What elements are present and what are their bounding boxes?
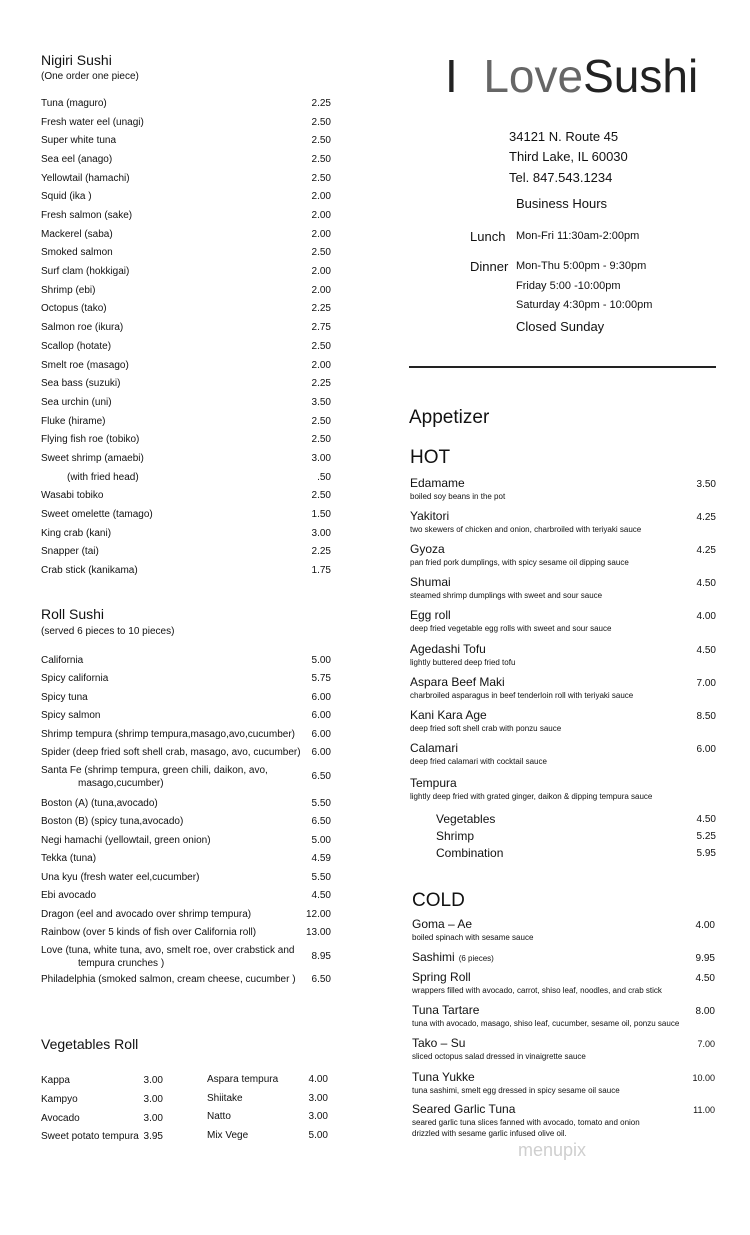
hot-item — [410, 642, 716, 672]
nigiri-item-name: Super white tuna — [41, 135, 117, 147]
roll-item-name: Boston (A) (tuna,avocado) — [41, 798, 158, 809]
hot-item-price: 8.50 — [696, 711, 716, 722]
cold-item-name-text: Sashimi — [412, 950, 455, 964]
cold-item-name — [412, 1102, 515, 1116]
veg-title: Vegetables Roll — [41, 1036, 139, 1052]
veg-item-price: 3.00 — [143, 1094, 163, 1105]
veg-item-name: Shiitake — [207, 1093, 243, 1104]
cold-item-price: 7.00 — [697, 1039, 715, 1049]
nigiri-item-price: 2.25 — [311, 378, 331, 390]
tempura-option-name: Vegetables — [436, 812, 496, 826]
lunch-hours: Mon-Fri 11:30am-2:00pm — [516, 230, 640, 242]
hot-item — [410, 776, 716, 806]
hot-item-desc: charbroiled asparagus in beef tenderloin roll with teriyaki sauce — [410, 691, 634, 700]
nigiri-item-name: Sea eel (anago) — [41, 154, 113, 166]
hot-item-price: 7.00 — [696, 678, 716, 689]
roll-item-name: Philadelphia (smoked salmon, cream cheese, cucumber ) — [41, 974, 296, 985]
veg-item-left — [41, 1131, 163, 1142]
address-line2: Third Lake, IL 60030 — [509, 149, 628, 164]
nigiri-item-name: Salmon roe (ikura) — [41, 322, 124, 334]
hot-item-desc: steamed shrimp dumplings with sweet and sour sauce — [410, 591, 603, 600]
nigiri-item-price: 2.50 — [311, 340, 331, 352]
veg-item-price: 3.00 — [308, 1093, 328, 1104]
veg-item-name: Kampyo — [41, 1094, 78, 1105]
hot-item-desc: deep fried calamari with cocktail sauce — [410, 757, 547, 766]
nigiri-item-price: 2.50 — [311, 434, 331, 446]
nigiri-item-name: (with fried head) — [67, 471, 139, 483]
roll-item-price: 6.50 — [311, 816, 331, 827]
hours-title: Business Hours — [516, 196, 608, 211]
roll-item-price: 5.00 — [311, 835, 331, 846]
nigiri-item-name: Yellowtail (hamachi) — [41, 172, 130, 184]
divider — [409, 366, 716, 368]
roll-item-name: Tekka (tuna) — [41, 853, 97, 864]
hot-item — [410, 708, 716, 738]
nigiri-item-price: 2.50 — [311, 116, 331, 128]
nigiri-item-price: 2.50 — [311, 154, 331, 166]
cold-item-price: 9.95 — [695, 953, 715, 964]
cold-item — [412, 917, 715, 947]
hot-item-name: Shumai — [410, 575, 451, 589]
nigiri-item-name: Fresh salmon (sake) — [41, 210, 133, 222]
cold-item-name-text: Goma – Ae — [412, 917, 473, 931]
roll-item-name: Spicy salmon — [41, 710, 101, 721]
roll-item-name: Love (tuna, white tuna, avo, smelt roe, over crabstick and — [41, 945, 295, 956]
nigiri-item-price: 2.00 — [311, 228, 331, 240]
roll-item-price: 5.00 — [311, 655, 331, 666]
nigiri-item-price: 3.50 — [311, 396, 331, 408]
roll-item-price: 6.50 — [311, 771, 331, 782]
nigiri-item-price: 1.50 — [311, 508, 331, 520]
nigiri-item-price: 2.50 — [311, 172, 331, 184]
nigiri-item-name: Squid (ika ) — [41, 191, 92, 203]
veg-item-name: Sweet potato tempura — [41, 1131, 139, 1142]
cold-item-desc: sliced octopus salad dressed in vinaigrette sauce — [412, 1052, 586, 1061]
dinner-hours-2: Friday 5:00 -10:00pm — [516, 280, 621, 292]
cold-item — [412, 950, 715, 980]
veg-item-price: 5.00 — [308, 1130, 328, 1141]
cold-item-name-text: Tako – Su — [412, 1036, 466, 1050]
nigiri-item-name: Sea bass (suzuki) — [41, 378, 121, 390]
tempura-option — [436, 846, 716, 860]
watermark: menupix — [518, 1140, 587, 1160]
roll-item-price: 12.00 — [305, 909, 331, 920]
cold-item-name — [412, 1036, 465, 1050]
hot-item — [410, 575, 716, 605]
cold-title: COLD — [412, 890, 465, 911]
veg-item-price: 3.00 — [143, 1113, 163, 1124]
nigiri-item-price: 2.00 — [311, 359, 331, 371]
logo-sushi: Sushi — [583, 50, 699, 102]
roll-item-price: 6.50 — [311, 974, 331, 985]
veg-item-name: Aspara tempura — [207, 1074, 279, 1085]
veg-item-price: 3.00 — [143, 1075, 163, 1086]
cold-item-name-text: Tuna Yukke — [412, 1070, 475, 1084]
veg-item-right — [207, 1074, 328, 1085]
cold-item-name-text: Seared Garlic Tuna — [412, 1102, 516, 1116]
hot-item-price: 3.50 — [696, 479, 716, 490]
hot-item-desc: deep fried vegetable egg rolls with sweet and sour sauce — [410, 624, 612, 633]
roll-item-name-cont: masago,cucumber) — [78, 778, 164, 789]
hot-title: HOT — [410, 447, 451, 468]
nigiri-item-price: 2.25 — [311, 98, 331, 109]
cold-item-price: 10.00 — [692, 1073, 715, 1083]
roll-item-name: Una kyu (fresh water eel,cucumber) — [41, 872, 200, 883]
cold-item-price: 11.00 — [693, 1105, 715, 1115]
nigiri-item-name: Sweet shrimp (amaebi) — [41, 452, 144, 464]
cold-item — [412, 1102, 715, 1138]
nigiri-item-name: Fresh water eel (unagi) — [41, 116, 144, 128]
hot-item-price: 4.50 — [696, 645, 716, 656]
hot-item — [410, 542, 716, 572]
hot-item-price: 4.25 — [696, 512, 716, 523]
cold-item-name — [412, 950, 494, 964]
nigiri-item-name: Shrimp (ebi) — [41, 284, 96, 296]
hot-item-name: Agedashi Tofu — [410, 642, 486, 656]
nigiri-item-name: Surf clam (hokkigai) — [41, 266, 130, 278]
cold-item-name-note: (6 pieces) — [458, 954, 494, 963]
nigiri-item-price: 2.25 — [311, 546, 331, 558]
cold-item-name — [412, 917, 472, 931]
veg-item-name: Avocado — [41, 1113, 80, 1124]
hot-item — [410, 476, 716, 506]
hot-item-price: 6.00 — [696, 744, 716, 755]
nigiri-item-price: 2.50 — [311, 415, 331, 427]
nigiri-item-price: 2.00 — [311, 191, 331, 203]
tempura-option-name: Shrimp — [436, 829, 475, 843]
nigiri-item-price: 2.75 — [311, 322, 331, 334]
hot-item-price: 4.00 — [696, 611, 716, 622]
roll-item-name: Shrimp tempura (shrimp tempura,masago,avo,cucumber) — [41, 729, 295, 740]
nigiri-item-name: Tuna (maguro) — [41, 98, 107, 109]
veg-item-name: Natto — [207, 1111, 231, 1122]
roll-item-name: Ebi avocado — [41, 890, 97, 901]
nigiri-item-price: 2.00 — [311, 266, 331, 278]
cold-item — [412, 1003, 715, 1033]
cold-item — [412, 1070, 715, 1100]
veg-item-right — [207, 1130, 328, 1141]
nigiri-item-price: 2.50 — [311, 490, 331, 502]
hot-item-desc: pan fried pork dumplings, with spicy sesame oil dipping sauce — [410, 558, 629, 567]
roll-title: Roll Sushi — [41, 606, 105, 622]
cold-item-price: 4.00 — [695, 920, 715, 931]
tempura-option-price: 4.50 — [696, 814, 716, 825]
hot-item-name: Kani Kara Age — [410, 708, 487, 722]
nigiri-item-name: Crab stick (kanikama) — [41, 565, 138, 576]
roll-item-price: 4.50 — [311, 890, 331, 901]
hot-item-price: 4.25 — [696, 545, 716, 556]
veg-item-name: Mix Vege — [207, 1130, 249, 1141]
appetizer-title: Appetizer — [409, 407, 490, 428]
roll-item-price: 6.00 — [311, 710, 331, 721]
roll-item-name: Boston (B) (spicy tuna,avocado) — [41, 816, 184, 827]
nigiri-item-price: 2.50 — [311, 135, 331, 147]
nigiri-item-price: 2.25 — [311, 303, 331, 315]
cold-item-desc: boiled spinach with sesame sauce — [412, 933, 534, 942]
cold-item — [412, 970, 715, 1000]
roll-item-price: 13.00 — [305, 927, 331, 938]
cold-item-name-text: Tuna Tartare — [412, 1003, 480, 1017]
nigiri-item-price: 3.00 — [311, 527, 331, 539]
lunch-label: Lunch — [470, 229, 506, 244]
logo-love: Love — [483, 50, 584, 102]
cold-item-price: 4.50 — [695, 973, 715, 984]
nigiri-item-name: Octopus (tako) — [41, 303, 107, 315]
nigiri-item-name: Scallop (hotate) — [41, 340, 112, 352]
roll-item-name: Spicy california — [41, 673, 109, 684]
nigiri-item-name: Sea urchin (uni) — [41, 396, 112, 408]
hot-item-desc: boiled soy beans in the pot — [410, 492, 506, 501]
nigiri-item-price: .50 — [317, 471, 331, 483]
tempura-option — [436, 829, 716, 843]
cold-item-desc: tuna with avocado, masago, shiso leaf, cucumber, sesame oil, ponzu sauce — [412, 1019, 680, 1028]
hot-item-price: 4.50 — [696, 578, 716, 589]
tempura-option — [436, 812, 716, 826]
hot-item-name: Calamari — [410, 741, 459, 755]
nigiri-item-name: Snapper (tai) — [41, 546, 99, 558]
roll-item-price: 8.95 — [311, 951, 331, 962]
cold-item-name — [412, 970, 471, 984]
cold-item-desc-cont: drizzled with sesame garlic infused olive oil. — [412, 1129, 567, 1138]
roll-item-price: 5.50 — [311, 872, 331, 883]
address-line1: 34121 N. Route 45 — [509, 129, 619, 144]
nigiri-item-price: 3.00 — [311, 452, 331, 464]
cold-item-name-text: Spring Roll — [412, 970, 471, 984]
roll-item-price: 5.50 — [311, 798, 331, 809]
hot-item — [410, 675, 716, 705]
hot-item-desc: lightly deep fried with grated ginger, daikon & dipping tempura sauce — [410, 792, 653, 801]
hot-item-name: Edamame — [410, 476, 465, 490]
roll-item-price: 6.00 — [311, 729, 331, 740]
nigiri-item-price: 2.00 — [311, 210, 331, 222]
veg-item-price: 3.00 — [308, 1111, 328, 1122]
hot-item-desc: deep fried soft shell crab with ponzu sauce — [410, 724, 562, 733]
tempura-option-price: 5.25 — [696, 831, 716, 842]
hot-item — [410, 608, 716, 638]
nigiri-item-price: 2.50 — [311, 247, 331, 259]
nigiri-item-name: Smoked salmon — [41, 247, 113, 259]
nigiri-item-price: 2.00 — [311, 284, 331, 296]
logo-i: I — [445, 50, 458, 102]
nigiri-item-price: 1.75 — [311, 565, 331, 576]
closed-sunday: Closed Sunday — [516, 319, 605, 334]
nigiri-item-name: Fluke (hirame) — [41, 415, 106, 427]
roll-item-name: California — [41, 655, 84, 666]
hot-item — [410, 741, 716, 771]
veg-item-price: 4.00 — [308, 1074, 328, 1085]
roll-item-price: 5.75 — [311, 673, 331, 684]
veg-item-left — [41, 1113, 163, 1124]
roll-item-name: Santa Fe (shrimp tempura, green chili, daikon, avo, — [41, 765, 268, 776]
roll-list — [41, 655, 331, 995]
cold-item — [412, 1036, 715, 1066]
hot-item-name: Egg roll — [410, 608, 451, 622]
nigiri-item-name: Sweet omelette (tamago) — [41, 508, 153, 520]
roll-item-name: Negi hamachi (yellowtail, green onion) — [41, 835, 211, 846]
cold-item-desc: seared garlic tuna slices fanned with avocado, tomato and onion — [412, 1118, 640, 1127]
cold-item-desc: wrappers filled with avocado, carrot, shiso leaf, noodles, and crab stick — [412, 986, 662, 995]
nigiri-title: Nigiri Sushi — [41, 52, 112, 68]
roll-item-name: Spider (deep fried soft shell crab, masago, avo, cucumber) — [41, 747, 301, 758]
roll-item-name: Rainbow (over 5 kinds of fish over California roll) — [41, 927, 257, 938]
veg-item-right — [207, 1093, 328, 1104]
dinner-hours-3: Saturday 4:30pm - 10:00pm — [516, 299, 653, 311]
hot-item-name: Aspara Beef Maki — [410, 675, 505, 689]
veg-item-name: Kappa — [41, 1075, 70, 1086]
hot-item-name: Tempura — [410, 776, 457, 790]
dinner-hours-1: Mon-Thu 5:00pm - 9:30pm — [516, 260, 647, 272]
tempura-option-name: Combination — [436, 846, 504, 860]
dinner-label: Dinner — [470, 259, 509, 274]
roll-item-price: 6.00 — [311, 692, 331, 703]
nigiri-item-name: Smelt roe (masago) — [41, 359, 129, 371]
hot-item-desc: lightly buttered deep fried tofu — [410, 658, 516, 667]
roll-subtitle: (served 6 pieces to 10 pieces) — [41, 626, 175, 637]
hot-item — [410, 509, 716, 539]
hot-item-name: Yakitori — [410, 509, 450, 523]
cold-item-name — [412, 1070, 475, 1084]
veg-item-price: 3.95 — [143, 1131, 163, 1142]
veg-item-left — [41, 1075, 163, 1086]
nigiri-item-name: Mackerel (saba) — [41, 228, 113, 240]
roll-item-price: 4.59 — [311, 853, 331, 864]
roll-item-name-cont: tempura crunches ) — [78, 958, 165, 969]
cold-item-desc: tuna sashimi, smelt egg dressed in spicy sesame oil sauce — [412, 1086, 620, 1095]
tempura-option-price: 5.95 — [696, 848, 716, 859]
nigiri-subtitle: (One order one piece) — [41, 71, 139, 82]
phone: Tel. 847.543.1234 — [509, 170, 613, 185]
cold-item-price: 8.00 — [695, 1006, 715, 1017]
nigiri-item-name: King crab (kani) — [41, 527, 112, 539]
roll-item-name: Dragon (eel and avocado over shrimp tempura) — [41, 909, 252, 920]
nigiri-item-name: Flying fish roe (tobiko) — [41, 434, 140, 446]
cold-item-name — [412, 1003, 479, 1017]
nigiri-item-name: Wasabi tobiko — [41, 490, 104, 502]
roll-item-name: Spicy tuna — [41, 692, 88, 703]
veg-item-left — [41, 1094, 163, 1105]
hot-item-desc: two skewers of chicken and onion, charbroiled with teriyaki sauce — [410, 525, 642, 534]
veg-item-right — [207, 1111, 328, 1122]
hot-item-name: Gyoza — [410, 542, 445, 556]
roll-item-price: 6.00 — [311, 747, 331, 758]
logo — [445, 48, 698, 104]
nigiri-list — [41, 98, 331, 578]
